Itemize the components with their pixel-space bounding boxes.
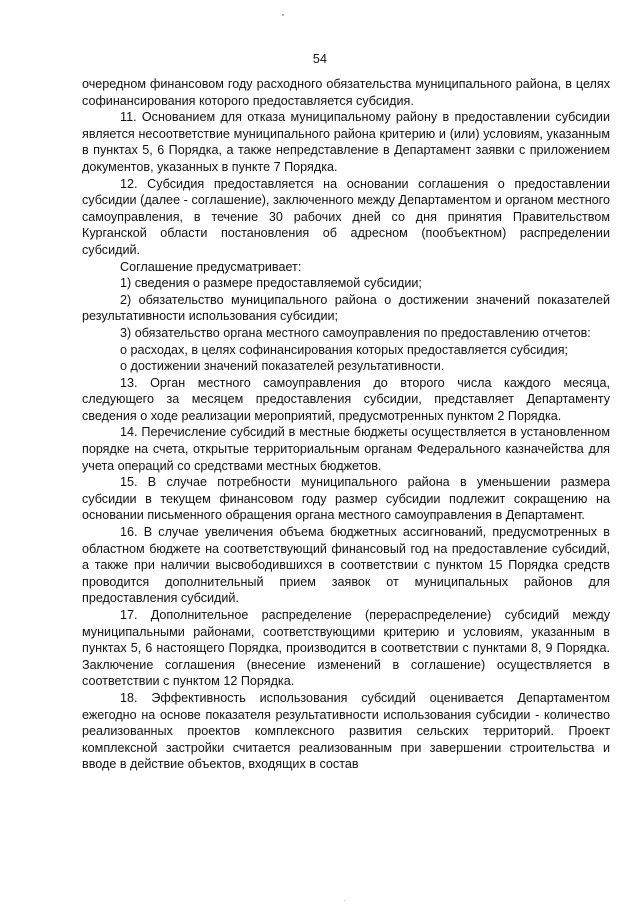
paragraph-item-15: 15. В случае потребности муниципального района в уменьшении размера субсидии в текущем финансовом году размер субсидии подлежит сокращению на основании письменного обращения органа местного самоуправления в Департамент. — [82, 475, 610, 523]
paragraph-item-18: 18. Эффективность использования субсидий оценивается Департаментом ежегодно на основе показателя результативности использования субсидии - количество реализованных проектов комплексного развития сельских территорий. Проект комплексной застройки считается реализованным при завершении строительства и вводе в действие объектов, входящих в состав — [82, 690, 610, 772]
paragraph-item-17: 17. Дополнительное распределение (перераспределение) субсидий между муниципальными районами, соответствующими критерию и условиям, указанным в пунктах 5, 6 настоящего Порядка, производится в соответствии с пунктами 8, 9 Порядка. Заключение соглашения (внесение изменений в соглашение) осуществляется в соответствии с пунктом 12 Порядка. — [82, 608, 610, 689]
scan-speck — [344, 900, 345, 901]
paragraph-item-12: 12. Субсидия предоставляется на основании соглашения о предоставлении субсидии (далее - соглашение), заключенного между Департаментом и органом местного самоуправления, в течение 30 рабочих дней со дня принятия Правительством Курганской области постановления об адресном (пообъектном) распределении субсидий. — [82, 176, 610, 257]
paragraph-item-13: 13. Орган местного самоуправления до второго числа каждого месяца, следующего за месяцем предоставления субсидии, представляет Департаменту сведения о ходе реализации мероприятий, предусмотренных пунктом 2 Порядка. — [82, 375, 610, 423]
scan-speck — [282, 14, 284, 16]
paragraph-item-14: 14. Перечисление субсидий в местные бюджеты осуществляется в установленном порядке на счета, открытые территориальным органам Федерального казначейства для учета операций со средствами местных бюджетов. — [82, 425, 610, 473]
paragraph-report-expenses: о расходах, в целях софинансирования которых предоставляется субсидия; — [120, 342, 569, 357]
paragraph-item-11: 11. Основанием для отказа муниципальному району в предоставлении субсидии является несоответствие муниципального района критерию и (или) условиям, указанным в пунктах 5, 6 Порядка, а также непредставление в Департамент заявки с приложением документов, указанных в пункте 7 Порядка. — [82, 110, 610, 174]
paragraph-agreement-intro: Соглашение предусматривает: — [120, 259, 302, 274]
page-number: 54 — [312, 52, 328, 66]
paragraph-continuation: очередном финансовом году расходного обязательства муниципального района, в целях софинансирования которого предоставляется субсидия. — [82, 77, 610, 108]
paragraph-item-16: 16. В случае увеличения объема бюджетных ассигнований, предусмотренных в областном бюджете на соответствующий финансовый год на предоставление субсидий, а также при наличии высвободившихся в соответствии с пунктом 15 Порядка средств проводится дополнительный прием заявок от муниципальных районов для предоставления субсидий. — [82, 525, 610, 606]
paragraph-report-indicators: о достижении значений показателей результативности. — [120, 359, 445, 374]
paragraph-agreement-2: 2) обязательство муниципального района о достижении значений показателей результативности использования субсидии; — [82, 292, 610, 324]
paragraph-agreement-1: 1) сведения о размере предоставляемой субсидии; — [120, 276, 422, 291]
document-body — [82, 76, 610, 773]
paragraph-agreement-3: 3) обязательство органа местного самоуправления по предоставлению отчетов: — [120, 325, 591, 340]
